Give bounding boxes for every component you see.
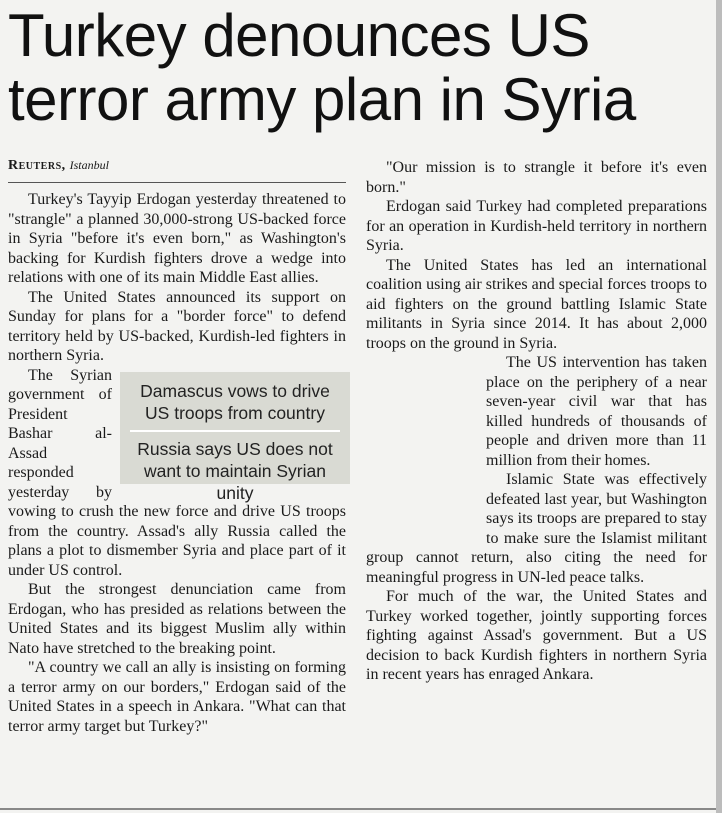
article-paragraph: The US intervention has taken place on the periphery of a near seven-year civil war that has killed hundreds of thousands of people and driven more than 11 million from their homes. <box>486 354 707 469</box>
article-paragraph: "Our mission is to strangle it before it's even born." <box>366 159 707 196</box>
article-paragraph: "A country we call an ally is insisting on forming a terror army on our borders," Erdogan said of the United States in a speech in Ankara. "What can that terror army target but Turkey?" <box>8 659 346 735</box>
bottom-rule <box>0 808 722 810</box>
article-paragraph: Turkey's Tayyip Erdogan yesterday threatened to "strangle" a planned 30,000-strong US-backed force in Syria "before it's even born," as Washington's backing for Kurdish fighters drove a wedge into relations with one of its main Middle East allies. <box>8 191 346 286</box>
pull-quote-box <box>120 372 350 503</box>
pull-quote-divider <box>130 430 340 432</box>
byline-rule <box>8 182 346 183</box>
byline <box>8 158 109 174</box>
article-paragraph: For much of the war, the United States and Turkey worked together, jointly supporting forces fighting against Assad's government. But a US decision to back Kurdish fighters in northern Syria in recent years has enraged Ankara. <box>366 588 707 683</box>
byline-place: Istanbul <box>69 158 109 172</box>
article-paragraph: The United States has led an international coalition using air strikes and special forces troops to aid fighters on the ground battling Islamic State militants in Syria since 2014. It has about 2,000 troops on the ground in Syria. <box>366 256 707 352</box>
pull-quote-2: Russia says US does not want to maintain Syrian unity <box>137 438 333 503</box>
pull-quote-1: Damascus vows to drive US troops from country <box>140 380 330 423</box>
column-right <box>366 158 707 685</box>
article-paragraph: Erdogan said Turkey had completed preparations for an operation in Kurdish-held territory in northern Syria. <box>366 198 707 254</box>
column-left <box>8 190 346 736</box>
byline-agency: Reuters, <box>8 158 66 173</box>
article-paragraph: Islamic State was effectively defeated last year, but Washington says its troops are prepared to stay to make sure the Islamist militant group cannot return, also citing the need for meaningful progress in UN-led peace talks. <box>366 471 707 586</box>
article-paragraph: But the strongest denunciation came from Erdogan, who has presided as relations between the United States and its biggest Muslim ally within Nato have stretched to the breaking point. <box>8 581 346 657</box>
article-paragraph: The Syrian government of President Bashar al-Assad responded yesterday by vowing to crush the new force and drive US troops from the country. Assad's ally Russia called the plans a plot to dismember Syria and place part of it under US control. <box>8 366 346 579</box>
article-paragraph: The United States announced its support on Sunday for plans for a "border force" to defend territory held by US-backed, Kurdish-led fighters in northern Syria. <box>8 288 346 364</box>
pull-quote-spacer <box>346 353 486 529</box>
headline: Turkey denounces US terror army plan in Syria <box>8 2 636 133</box>
page-edge <box>716 0 722 813</box>
